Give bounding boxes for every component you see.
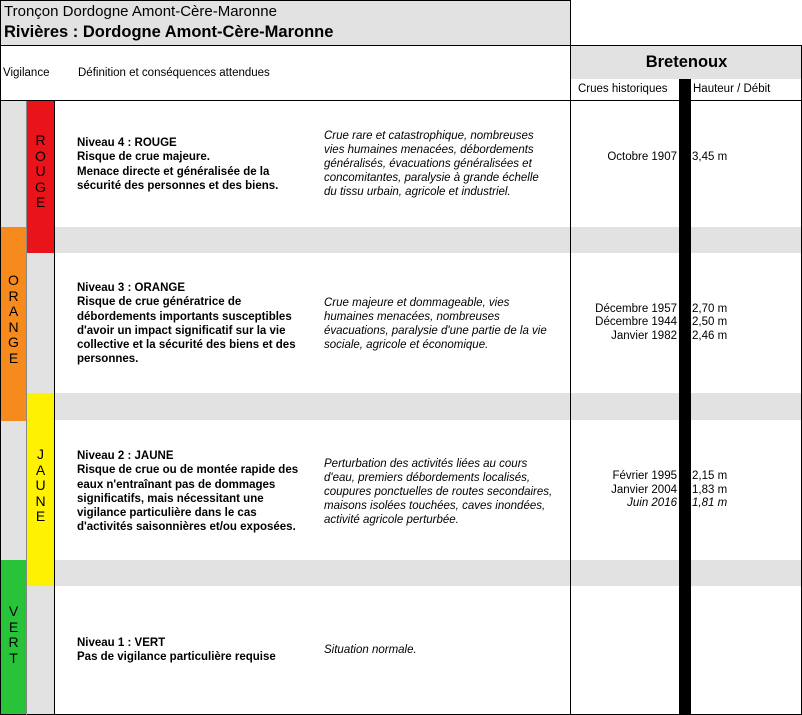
level-orange-consequences: Crue majeure et dommageable, vies humaines menacées, nombreuses évacuations, paralysie d'une partie de la vie sociale, agricole et économique. xyxy=(324,297,547,351)
station-divider-bar xyxy=(679,79,691,715)
level-rouge-definition: Niveau 4 : ROUGE Risque de crue majeure. Menace directe et généralisée de la sécurité des personnes et des biens. xyxy=(77,136,322,193)
flood-event-row: Juin 2016 1,81 m xyxy=(627,497,728,509)
flood-event-row: Décembre 1944 2,50 m xyxy=(595,316,728,328)
rivieres-title: Rivières : Dordogne Amont-Cère-Maronne xyxy=(4,23,334,41)
jaune-letters: J A U N E xyxy=(35,446,46,524)
level-vert-consequences: Situation normale. xyxy=(324,644,417,656)
rouge-letters: R O U G E xyxy=(35,132,46,210)
level-jaune-consequences: Perturbation des activités liées au cours d'eau, premiers débordements localisés, coupures ponctuelles de routes secondaires, maisons isolées touchées, caves inondées, activité agricole perturbée. xyxy=(324,458,553,526)
level-orange-definition: Niveau 3 : ORANGE Risque de crue génératrice de débordements importants susceptibles d'avoir un impact significatif sur la vie collective et la sécurité des biens et des personnes. xyxy=(77,281,322,367)
orange-letters: O R A N G E xyxy=(8,272,19,366)
grid-line xyxy=(0,0,571,1)
level-title: Niveau 1 : VERT xyxy=(77,637,166,649)
station-name: Bretenoux xyxy=(645,53,728,71)
flood-event-row: Octobre 1907 3,45 m xyxy=(607,151,728,163)
flood-event-row: Décembre 1957 2,70 m xyxy=(595,303,728,315)
level-title: Niveau 2 : JAUNE xyxy=(77,450,174,462)
grid-line xyxy=(0,0,1,715)
level-jaune-definition: Niveau 2 : JAUNE Risque de crue ou de montée rapide des eaux n'entraînant pas de dommages significatifs, mais nécessitant une vigilance particulière dans le cas d'activités saisonnières et/ou exposées. xyxy=(77,449,322,535)
level-title: Niveau 4 : ROUGE xyxy=(77,137,177,149)
vert-letters: V E R T xyxy=(8,603,19,666)
grid-line xyxy=(0,100,802,101)
vigilance-gray-cell xyxy=(27,586,54,715)
level-rouge-consequences: Crue rare et catastrophique, nombreuses vies humaines menacées, débordements généralisés, évacuations généralisées et concomitantes, paralysie à grande échelle du tissu urbain, agricole et industriel. xyxy=(324,130,539,198)
flood-event-row: Janvier 2004 1,83 m xyxy=(611,484,728,496)
hauteur-debit-header: Hauteur / Débit xyxy=(693,83,771,95)
level-title: Niveau 3 : ORANGE xyxy=(77,282,185,294)
troncon-title: Tronçon Dordogne Amont-Cère-Maronne xyxy=(4,3,277,20)
crues-historiques-header: Crues historiques xyxy=(578,83,668,95)
vigilance-header: Vigilance xyxy=(3,67,50,79)
flood-event-row: Janvier 1982 2,46 m xyxy=(611,330,728,342)
level-vert-definition: Niveau 1 : VERT Pas de vigilance particulière requise xyxy=(77,636,322,665)
grid-line xyxy=(26,101,27,715)
grid-line xyxy=(0,45,802,46)
grid-line xyxy=(54,101,55,715)
definition-header: Définition et conséquences attendues xyxy=(78,67,270,79)
flood-event-row: Février 1995 2,15 m xyxy=(612,470,728,482)
grid-line xyxy=(570,0,571,715)
